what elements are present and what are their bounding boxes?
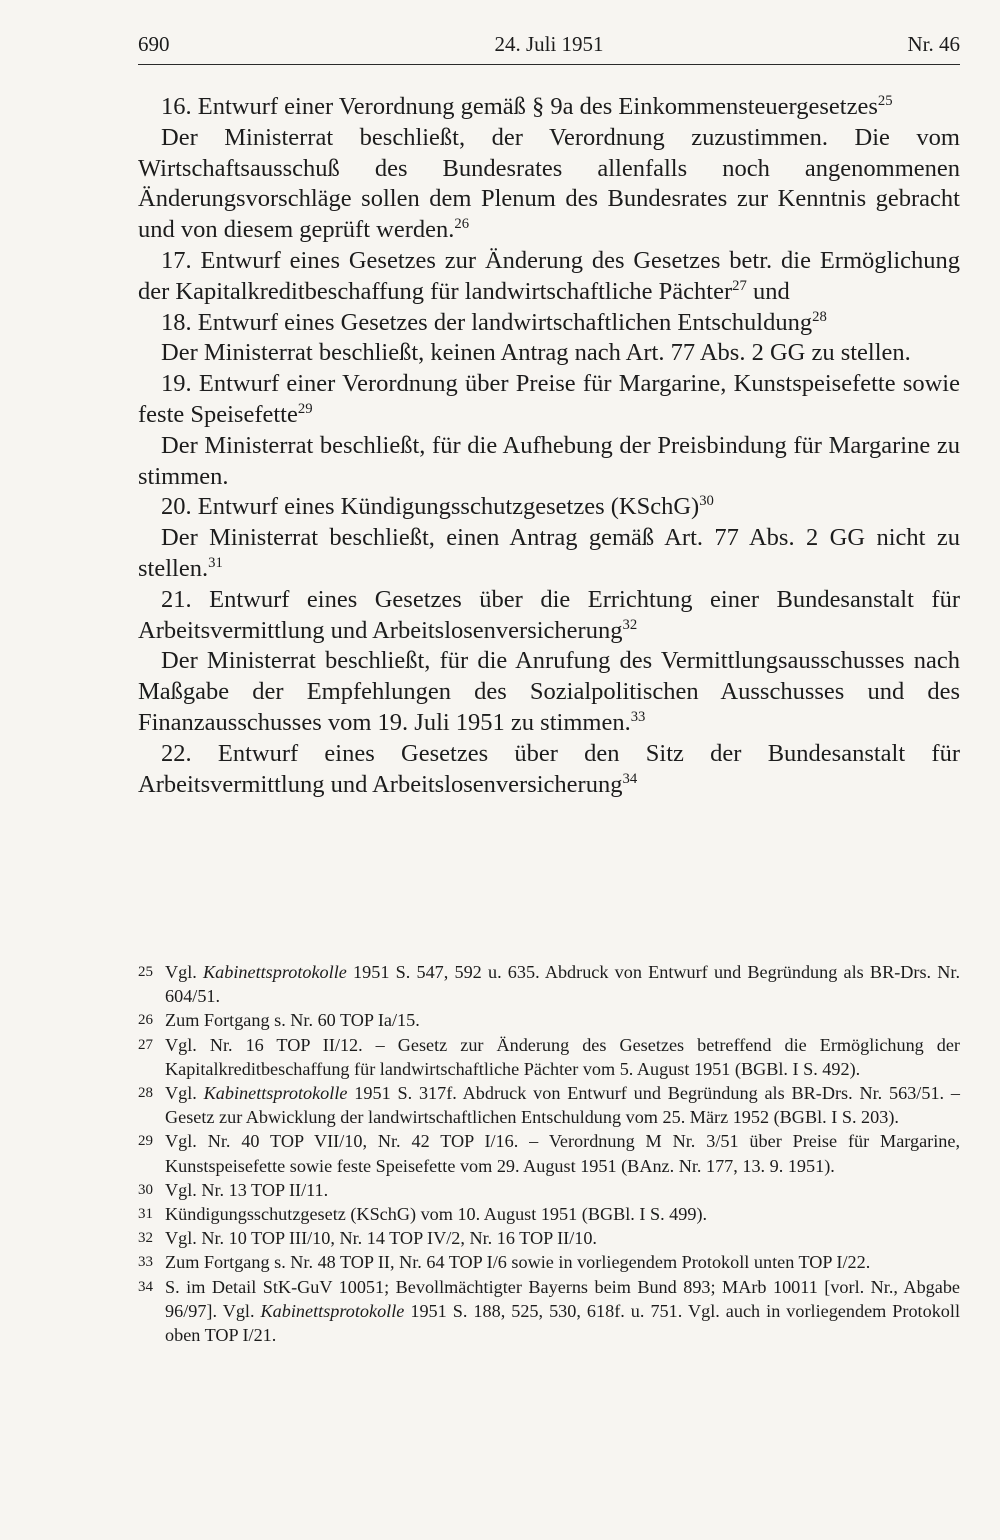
agenda-item-20-title: 20. Entwurf eines Kündigungsschutzgesetzes (KSchG)$^{30}$ xyxy=(161,493,714,521)
agenda-item-21-decision: Der Ministerrat beschließt, für die Anrufung des Vermittlungsausschusses nach Maßgabe der Empfehlungen des Sozialpolitischen Ausschusses und des Finanzausschusses vom 19. Juli 1951 zu stimmen.$^{33}$ xyxy=(138,647,960,736)
page-header xyxy=(138,30,960,62)
agenda-item-21-title: 21. Entwurf eines Gesetzes über die Errichtung einer Bundesanstalt für Arbeitsvermittlung und Arbeitslosenversicherung$^{32}$ xyxy=(138,585,960,644)
agenda-item-17-title: 17. Entwurf eines Gesetzes zur Änderung des Gesetzes betr. die Ermöglichung der Kapitalkreditbeschaffung für landwirtschaftliche Pächter$^{27}$ und xyxy=(138,246,960,305)
footnote-27: 27 Vgl. Nr. 16 TOP II/12. – Gesetz zur Änderung des Gesetzes betreffend die Ermöglichung der Kapitalkreditbeschaffung für landwirtschaftliche Pächter vom 5. August 1951 (BGBl. I S. 492). xyxy=(138,1034,960,1079)
agenda-item-16-decision: Der Ministerrat beschließt, der Verordnung zuzustimmen. Die vom Wirtschaftsausschuß des Bundesrates allenfalls noch angenommenen Änderungsvorschläge sollen dem Plenum des Bundesrates zur Kenntnis gebracht und von diesem geprüft werden.$^{26}$ xyxy=(138,123,960,244)
footnote-33: 33 Zum Fortgang s. Nr. 48 TOP II, Nr. 64 TOP I/6 sowie in vorliegendem Protokoll unten TOP I/22. xyxy=(138,1252,871,1273)
footnote-29: 29 Vgl. Nr. 40 TOP VII/10, Nr. 42 TOP I/16. – Verordnung M Nr. 3/51 über Preise für Margarine, Kunstspeisefette sowie feste Speisefette vom 29. August 1951 (BAnz. Nr. 177, 13. 9. 1951). xyxy=(138,1131,960,1176)
footnotes xyxy=(138,960,960,1347)
agenda-item-18-title: 18. Entwurf eines Gesetzes der landwirtschaftlichen Entschuldung$^{28}$ xyxy=(161,308,827,336)
agenda-body xyxy=(138,92,960,800)
agenda-item-19-title: 19. Entwurf einer Verordnung über Preise für Margarine, Kunstspeisefette sowie feste Speisefette$^{29}$ xyxy=(138,370,960,428)
agenda-item-16-title: 16. Entwurf einer Verordnung gemäß § 9a des Einkommensteuergesetzes$^{25}$ xyxy=(161,92,893,120)
footnote-26: 26 Zum Fortgang s. Nr. 60 TOP Ia/15. xyxy=(138,1010,420,1031)
agenda-item-18-decision: Der Ministerrat beschließt, keinen Antrag nach Art. 77 Abs. 2 GG zu stellen. xyxy=(161,339,911,367)
footnote-32: 32 Vgl. Nr. 10 TOP III/10, Nr. 14 TOP IV/2, Nr. 16 TOP II/10. xyxy=(138,1228,597,1249)
agenda-item-19-decision: Der Ministerrat beschließt, für die Aufhebung der Preisbindung für Margarine zu stimmen. xyxy=(138,431,960,490)
header-rule xyxy=(138,64,960,65)
footnote-25: 25 Vgl. Kabinettsprotokolle 1951 S. 547, 592 u. 635. Abdruck von Entwurf und Begründung als BR-Drs. Nr. 604/51. xyxy=(138,962,960,1007)
footnote-28: 28 Vgl. Kabinettsprotokolle 1951 S. 317f. Abdruck von Entwurf und Begründung als BR-Drs. Nr. 563/51. – Gesetz zur Abwicklung der landwirtschaftlichen Entschuldung vom 25. März 1952 (BGBl. I S. 203). xyxy=(138,1083,960,1128)
header-issue: Nr. 46 xyxy=(907,32,960,56)
header-date: 24. Juli 1951 xyxy=(494,32,604,56)
page-number: 690 xyxy=(138,32,170,56)
footnote-31: 31 Kündigungsschutzgesetz (KSchG) vom 10. August 1951 (BGBl. I S. 499). xyxy=(138,1204,708,1225)
footnote-34: 34 S. im Detail StK-GuV 10051; Bevollmächtigter Bayerns beim Bund 893; MArb 10011 [vorl. Nr., Abgabe 96/97]. Vgl. Kabinettsprotokolle 1951 S. 188, 525, 530, 618f. u. 751. Vgl. auch in vorliegendem Protokoll oben TOP I/21. xyxy=(138,1276,960,1346)
agenda-item-22-title: 22. Entwurf eines Gesetzes über den Sitz der Bundesanstalt für Arbeitsvermittlung und Arbeitslosenversicherung$^{34}$ xyxy=(138,739,960,798)
agenda-item-20-decision: Der Ministerrat beschließt, einen Antrag gemäß Art. 77 Abs. 2 GG nicht zu stellen.$^{31}$ xyxy=(138,524,960,582)
footnote-30: 30 Vgl. Nr. 13 TOP II/11. xyxy=(138,1179,329,1200)
